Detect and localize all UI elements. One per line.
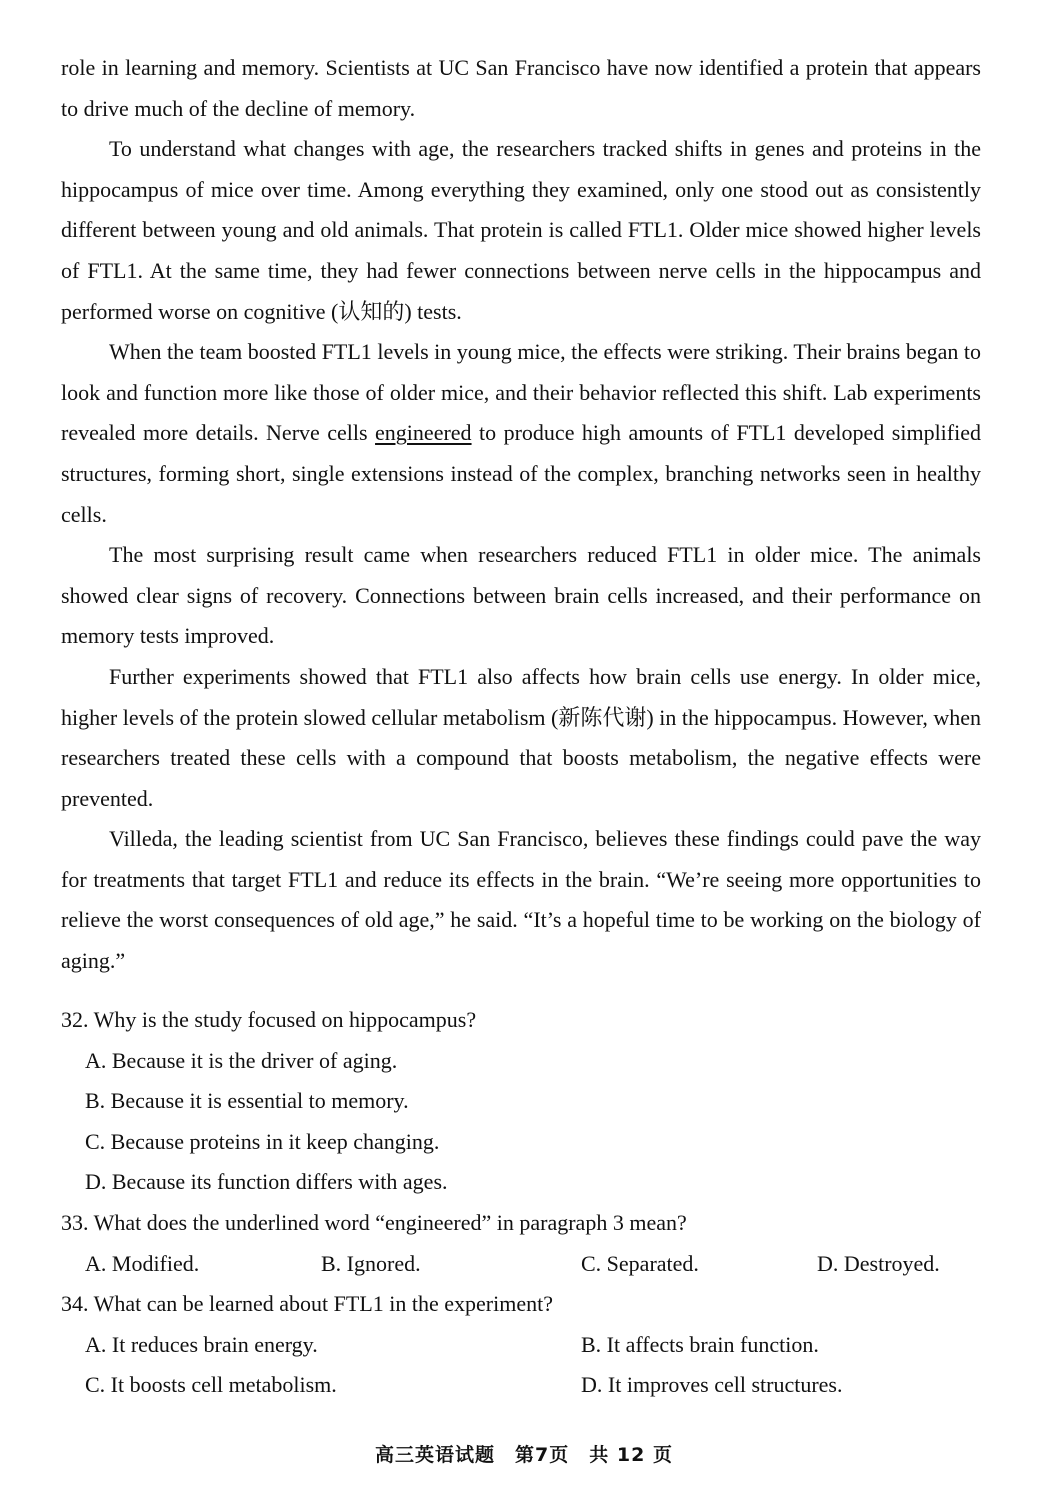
underlined-word: engineered <box>375 420 472 446</box>
paragraph-3 <box>61 332 981 535</box>
question-33-stem: 33. What does the underlined word “engineered” in paragraph 3 mean? <box>61 1209 687 1235</box>
paragraph-3-text-a: When the team boosted FTL1 levels in young mice, the effects were striking. Their brains began to look and function more like those of older mice, and their behavior reflected this shift. Lab experiments revealed more details. Nerve cells <box>61 339 981 446</box>
question-32-stem: 32. Why is the study focused on hippocampus? <box>61 1007 477 1032</box>
question-33-option-d: D. Destroyed. <box>817 1250 940 1276</box>
paragraph-2: To understand what changes with age, the researchers tracked shifts in genes and proteins in the hippocampus of mice over time. Among everything they examined, only one stood out as consistently different between young and old animals. That protein is called FTL1. Older mice showed higher levels of FTL1. At the same time, they had fewer connections between nerve cells in the hippocampus and performed worse on cognitive (认知的) tests. <box>61 136 981 324</box>
paragraph-4: The most surprising result came when researchers reduced FTL1 in older mice. The animals showed clear signs of recovery. Connections between brain cells increased, and their performance on memory tests improved. <box>61 542 981 649</box>
question-33-options <box>85 1244 1001 1285</box>
question-32-option-c: C. Because proteins in it keep changing. <box>85 1128 440 1154</box>
paragraph-5: Further experiments showed that FTL1 also affects how brain cells use energy. In older mice, higher levels of the protein slowed cellular metabolism (新陈代谢) in the hippocampus. However, when researchers treated these cells with a compound that boosts metabolism, the negative effects were prevented. <box>61 663 981 811</box>
question-34-option-a: A. It reduces brain energy. <box>85 1331 318 1357</box>
question-34-stem: 34. What can be learned about FTL1 in the experiment? <box>61 1291 553 1317</box>
paragraph-1: role in learning and memory. Scientists at UC San Francisco have now identified a protein that appears to drive much of the decline of memory. <box>61 55 981 121</box>
paragraph-3-text-b: to produce high amounts of FTL1 developed simplified structures, forming short, single extensions instead of the complex, branching networks seen in healthy cells. <box>61 420 981 527</box>
question-33-option-c: C. Separated. <box>581 1250 699 1276</box>
question-34-option-c: C. It boosts cell metabolism. <box>85 1372 337 1398</box>
question-section <box>61 1000 1001 1406</box>
question-32-option-b: B. Because it is essential to memory. <box>85 1088 409 1114</box>
question-34-options-row-2 <box>85 1365 1001 1406</box>
question-32-option-d: D. Because its function differs with ages. <box>85 1169 448 1195</box>
question-32-option-a: A. Because it is the driver of aging. <box>85 1047 398 1073</box>
paragraph-6: Villeda, the leading scientist from UC San Francisco, believes these findings could pave the way for treatments that target FTL1 and reduce its effects in the brain. “We’re seeing more opportunities to relieve the worst consequences of old age,” he said. “It’s a hopeful time to be working on the biology of aging.” <box>61 826 981 974</box>
question-34-option-b: B. It affects brain function. <box>581 1331 819 1357</box>
reading-passage <box>61 48 981 982</box>
question-33-option-a: A. Modified. <box>85 1250 200 1276</box>
question-33-option-b: B. Ignored. <box>321 1250 421 1276</box>
question-34-options-row-1 <box>85 1325 1001 1366</box>
question-34-option-d: D. It improves cell structures. <box>581 1372 843 1398</box>
page-footer: 高三英语试题 第7页 共 12 页 <box>375 1444 673 1466</box>
